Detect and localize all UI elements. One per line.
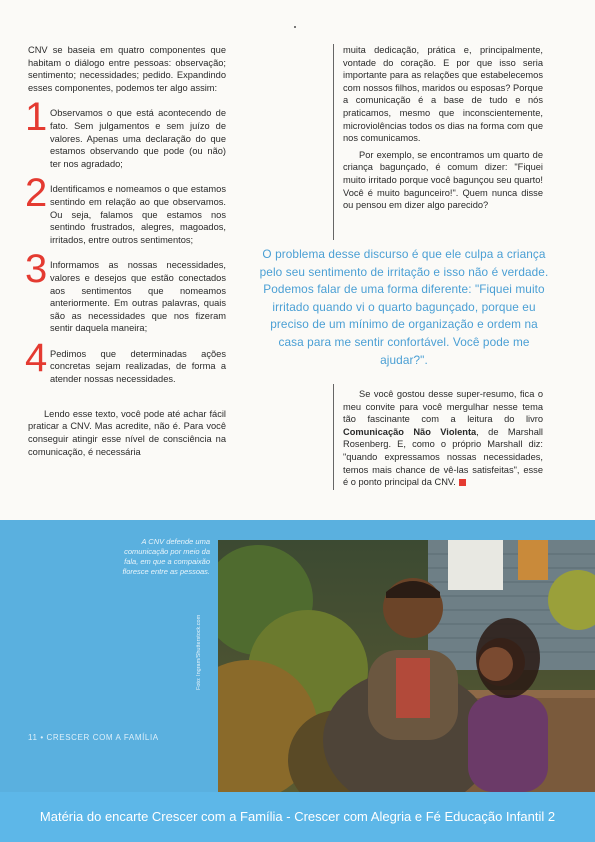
- step-2: [25, 171, 226, 246]
- right-paragraph-2: Por exemplo, se encontramos um quarto de criança bagunçado, é comum dizer: "Fiquei muito irritado porque você bagunçou seu quarto! Você é muito bagunceiro!". Quem nunca disse ou pensou em dizer algo parecido?: [343, 149, 544, 211]
- photo-father-and-daughter: [218, 540, 595, 792]
- page-folio: 11 • CRESCER COM A FAMÍLIA: [28, 733, 159, 742]
- photo-credit: Foto: Ingram/Shutterstock.com: [196, 614, 202, 690]
- intro-paragraph: CNV se baseia em quatro componentes que habitam o diálogo entre pessoas: observação; sentimento; necessidades; pedido. Expandindo esses componentes, podemos ter algo assim:: [28, 45, 226, 93]
- step-4: [25, 335, 226, 386]
- step-number: 2: [25, 171, 48, 216]
- right-column-top: [343, 44, 543, 212]
- step-number: 3: [25, 247, 48, 292]
- right-column-bottom: [343, 388, 543, 489]
- column-divider-bottom: [333, 384, 334, 490]
- step-1: [25, 95, 226, 170]
- step-text: Informamos as nossas necessidades, valores e desejos que estão conectados aos sentimentos que nomeamos anteriormente. Em outras palavras, quais são as necessidades que nos fizeram sentir daquela maneira;: [50, 260, 226, 334]
- final-text-start: Se você gostou desse super-resumo, fica o meu convite para você mergulhar nesse tema tão fascinante com a leitura do livro: [343, 389, 543, 425]
- step-number: 1: [25, 95, 48, 140]
- photo-illustration: [218, 540, 595, 792]
- left-column: [25, 44, 226, 458]
- step-text: Pedimos que determinadas ações concretas sejam realizadas, de forma a atender nossas necessidades.: [50, 348, 226, 385]
- step-text: Observamos o que está acontecendo de fato. Sem julgamentos e sem juízo de valores. Apenas uma declaração do que estamos observando que pode (ou não) ter nos agradado;: [50, 108, 226, 169]
- final-text-end: , de Marshall Rosenberg. E, como o próprio Marshall diz: "quando expressamos nossas necessidades, temos mais chance de vê-las satisfeitas", esse é o ponto principal da CNV.: [343, 426, 543, 488]
- column-divider-top: [333, 44, 334, 240]
- book-title: Comunicação Não Violenta: [343, 426, 477, 437]
- right-paragraph-1: muita dedicação, prática e, principalmente, vontade do coração. E por que isso seria importante para as relações que estabelecemos com nossos filhos, maridos ou esposas? Porque a comunicação é a base de tudo e nós praticamos, mesmo que inconscientemente, microviolências todos os dias na forma com que nos comunicamos.: [343, 45, 543, 144]
- step-3: [25, 247, 226, 335]
- top-mark: [294, 26, 296, 28]
- final-paragraph: [343, 388, 543, 489]
- step-text: Identificamos e nomeamos o que estamos sentindo em relação ao que observamos. Ou seja, falamos que estamos nos sentindo frustrados, alegres, magoados, irritados, entre outros sentimentos;: [50, 184, 226, 245]
- photo-caption: A CNV defende uma comunicação por meio da fala, em que a compaixão floresce entre as pessoas.: [122, 537, 210, 576]
- closing-paragraph: Lendo esse texto, você pode até achar fácil praticar a CNV. Mas acredite, não é. Para você conseguir atingir esse nível de consciência na comunicação, é necessária: [28, 408, 226, 457]
- step-number: 4: [25, 335, 48, 380]
- end-mark-icon: [459, 479, 466, 486]
- footer-banner: Matéria do encarte Crescer com a Família - Crescer com Alegria e Fé Educação Infantil 2: [0, 792, 595, 842]
- pull-quote: O problema desse discurso é que ele culpa a criança pelo seu sentimento de irritação e isso não é verdade. Podemos falar de uma forma diferente: "Fiquei muito irritado quando vi o quarto bagunçado, porque eu preciso de um mínimo de organização e ordem na casa para me sentir confortável. Você pode me ajudar?".: [259, 247, 549, 367]
